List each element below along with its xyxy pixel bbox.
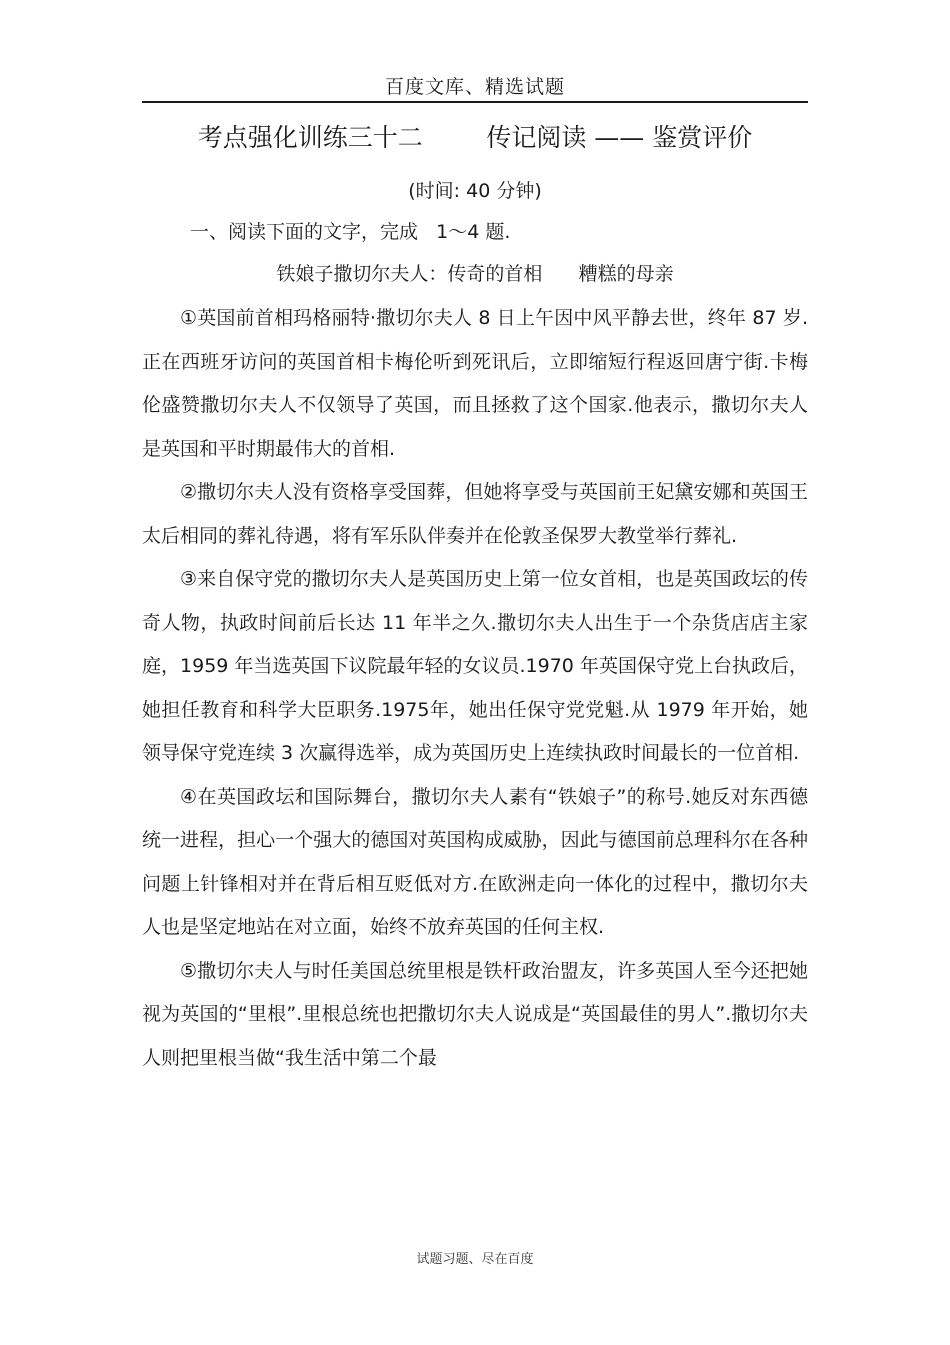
time-limit: (时间: 40 分钟) [408,180,542,202]
paragraph-2: ②撒切尔夫人没有资格享受国葬，但她将享受与英国前王妃黛安娜和英国王太后相同的葬礼待遇，将有军乐队伴奏并在伦敦圣保罗大教堂举行葬礼. [142,481,808,547]
article-body [142,297,808,1080]
paragraph-3: ③来自保守党的撒切尔夫人是英国历史上第一位女首相，也是英国政坛的传奇人物，执政时间前后长达 11 年半之久.撒切尔夫人出生于一个杂货店店主家庭，1959 年当选英国下议院最年轻的女议员.1970 年英国保守党上台执政后，她担任教育和科学大臣职务.1975年，她出任保守党党魁.从 1979 年开始，她领导保守党连续 3 次赢得选举，成为英国历史上连续执政时间最长的一位首相. [142,568,808,764]
paragraph-4: ④在英国政坛和国际舞台，撒切尔夫人素有“铁娘子”的称号.她反对东西德统一进程，担心一个强大的德国对英国构成威胁，因此与德国前总理科尔在各种问题上针锋相对并在背后相互贬低对方.在欧洲走向一体化的过程中，撒切尔夫人也是坚定地站在对立面，始终不放弃英国的任何主权. [142,785,808,938]
article-title: 铁娘子撒切尔夫人：传奇的首相 糟糕的母亲 [276,263,674,285]
paragraph-1: ①英国前首相玛格丽特·撒切尔夫人 8 日上午因中风平静去世，终年 87 岁.正在西班牙访问的英国首相卡梅伦听到死讯后，立即缩短行程返回唐宁街.卡梅伦盛赞撒切尔夫人不仅领导了英国，而且拯救了这个国家.他表示，撒切尔夫人是英国和平时期最伟大的首相. [142,307,808,460]
paragraph-5: ⑤撒切尔夫人与时任美国总统里根是铁杆政治盟友，许多英国人至今还把她视为英国的“里根”.里根总统也把撒切尔夫人说成是“英国最佳的男人”.撒切尔夫人则把里根当做“我生活中第二个最 [142,959,808,1069]
document-title: 考点强化训练三十二 传记阅读 —— 鉴赏评价 [197,123,753,152]
page-header: 百度文库、精选试题 [384,76,565,98]
page-footer: 试题习题、尽在百度 [416,1252,534,1267]
section-instruction: 一、阅读下面的文字，完成 1～4 题. [190,221,511,243]
header-divider [142,101,808,103]
